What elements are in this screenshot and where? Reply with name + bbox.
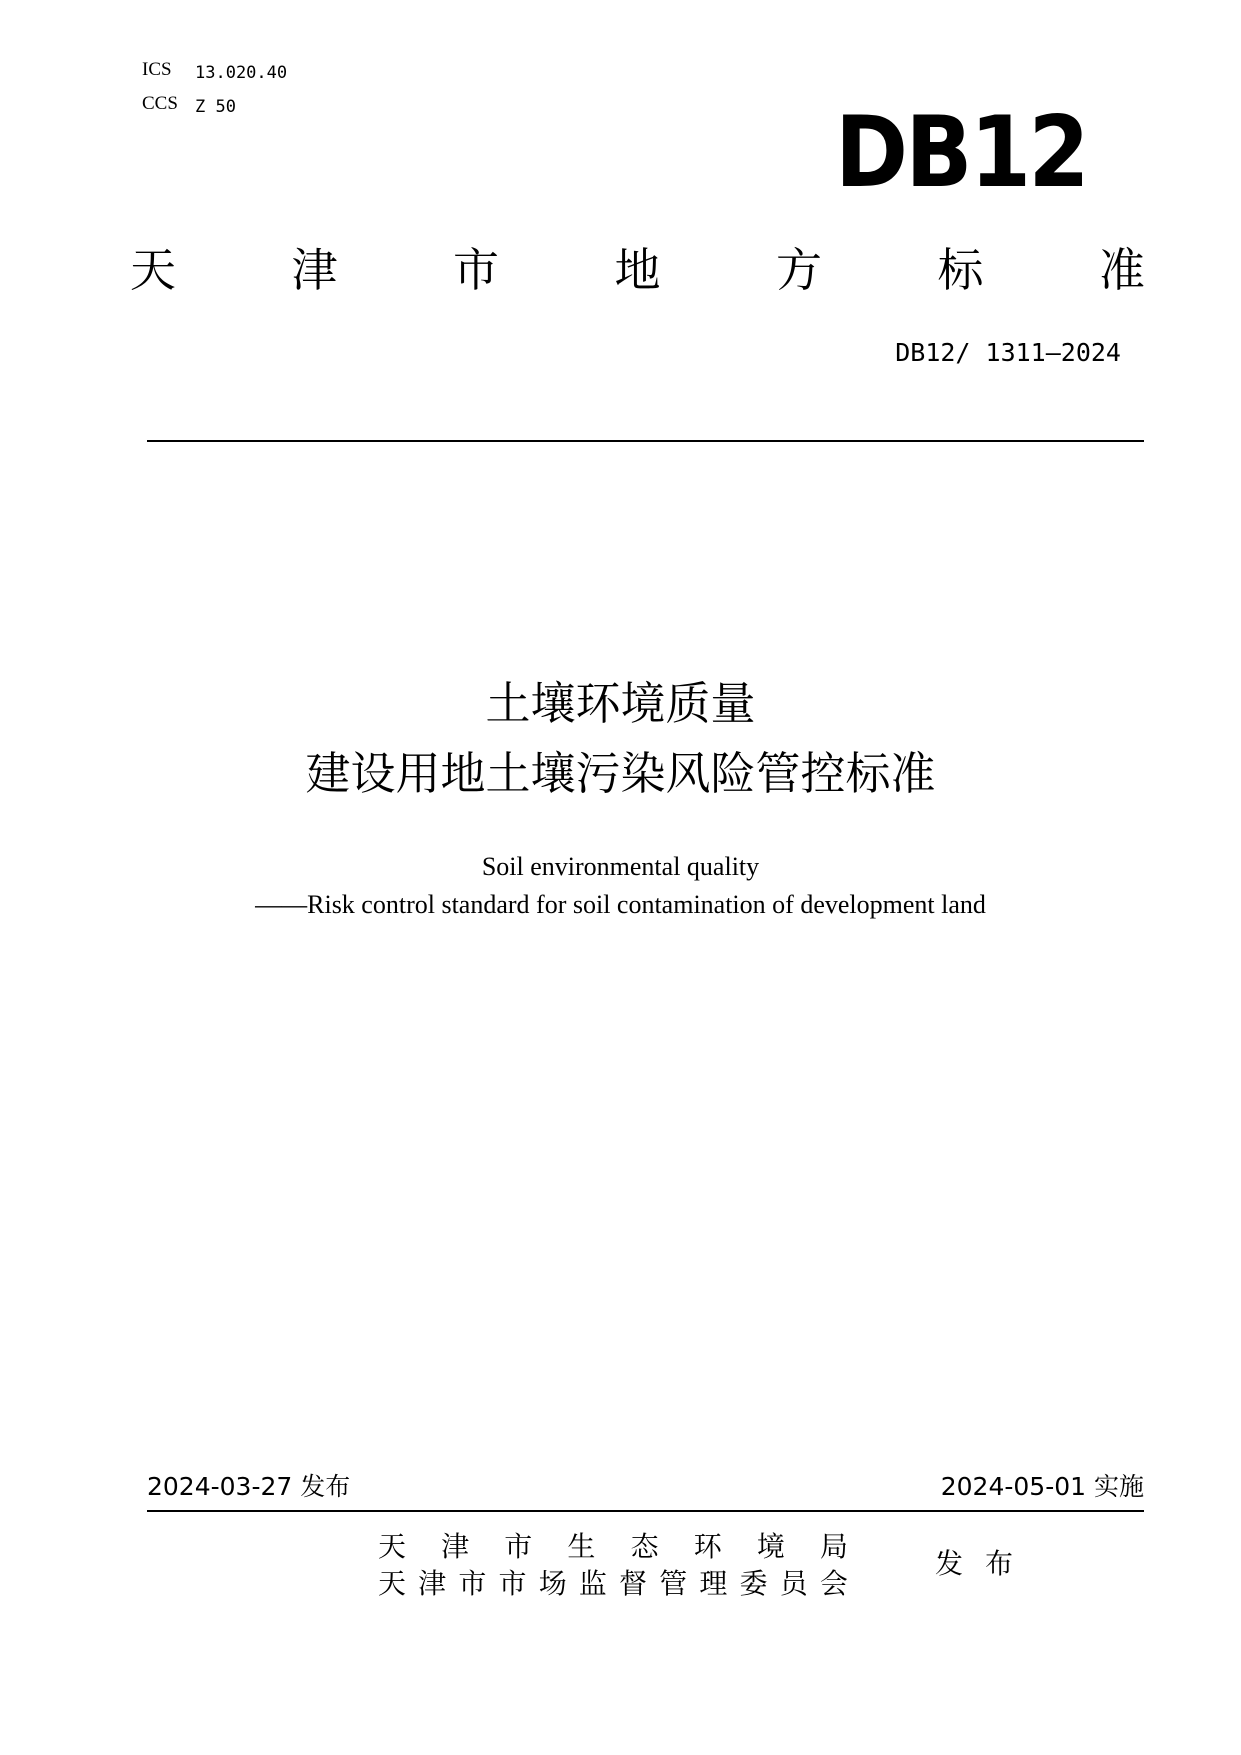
standard-type-char: 津: [291, 243, 338, 297]
publish-label: [935, 1546, 1013, 1582]
issuer-char: 管: [659, 1567, 688, 1600]
standard-type-char: 市: [453, 243, 499, 297]
ccs-label: CCS: [142, 93, 178, 114]
standard-number: DB12/ 1311—2024: [895, 338, 1121, 367]
implementation-date: 2024-05-01 实施: [940, 1472, 1144, 1501]
issuer-char: 理: [699, 1567, 728, 1600]
issuer-char: 天: [378, 1530, 407, 1563]
ccs-value: Z 50: [195, 97, 236, 117]
issuer-org-1: [378, 1529, 848, 1565]
issuer-char: 会: [819, 1567, 848, 1600]
issuer-char: 态: [630, 1530, 659, 1563]
title-en-line2: ——Risk control standard for soil contamination of development land: [255, 890, 986, 919]
standard-type-char: 方: [776, 243, 822, 297]
bottom-divider: [147, 1510, 1144, 1512]
standard-type-heading: [130, 240, 1145, 300]
publish-char: 布: [984, 1547, 1013, 1580]
title-cn-line2: 建设用地土壤污染风险管控标准: [305, 747, 936, 800]
db12-logo: [835, 100, 1095, 196]
standard-type-char: 天: [130, 243, 176, 297]
title-cn-line1: 土壤环境质量: [485, 677, 756, 730]
issuer-char: 员: [779, 1567, 808, 1600]
issuer-char: 境: [756, 1530, 785, 1563]
title-en-line1: Soil environmental quality: [481, 852, 760, 881]
ics-value: 13.020.40: [195, 63, 288, 83]
issuer-char: 环: [693, 1530, 722, 1563]
standard-type-char: 标: [937, 243, 984, 297]
issuer-char: 监: [578, 1567, 607, 1600]
issuer-char: 天: [378, 1567, 407, 1600]
issuer-char: 委: [739, 1567, 768, 1600]
issuer-char: 生: [567, 1530, 596, 1563]
ics-label: ICS: [142, 59, 172, 80]
issuer-org-2: [378, 1566, 848, 1602]
issue-date: 2024-03-27 发布: [147, 1472, 351, 1501]
issuer-char: 市: [504, 1530, 533, 1563]
issuer-char: 津: [441, 1530, 470, 1563]
issuer-char: 督: [619, 1567, 648, 1600]
issuer-char: 市: [498, 1567, 527, 1600]
publish-char: 发: [935, 1547, 964, 1580]
db12-logo-text: DB12: [835, 100, 1087, 196]
top-divider: [147, 440, 1144, 442]
issuer-char: 局: [819, 1530, 848, 1563]
issuer-char: 津: [418, 1567, 447, 1600]
issuer-char: 市: [458, 1567, 487, 1600]
issuer-char: 场: [538, 1567, 567, 1600]
standard-type-char: 地: [614, 243, 661, 297]
standard-type-char: 准: [1099, 243, 1145, 297]
